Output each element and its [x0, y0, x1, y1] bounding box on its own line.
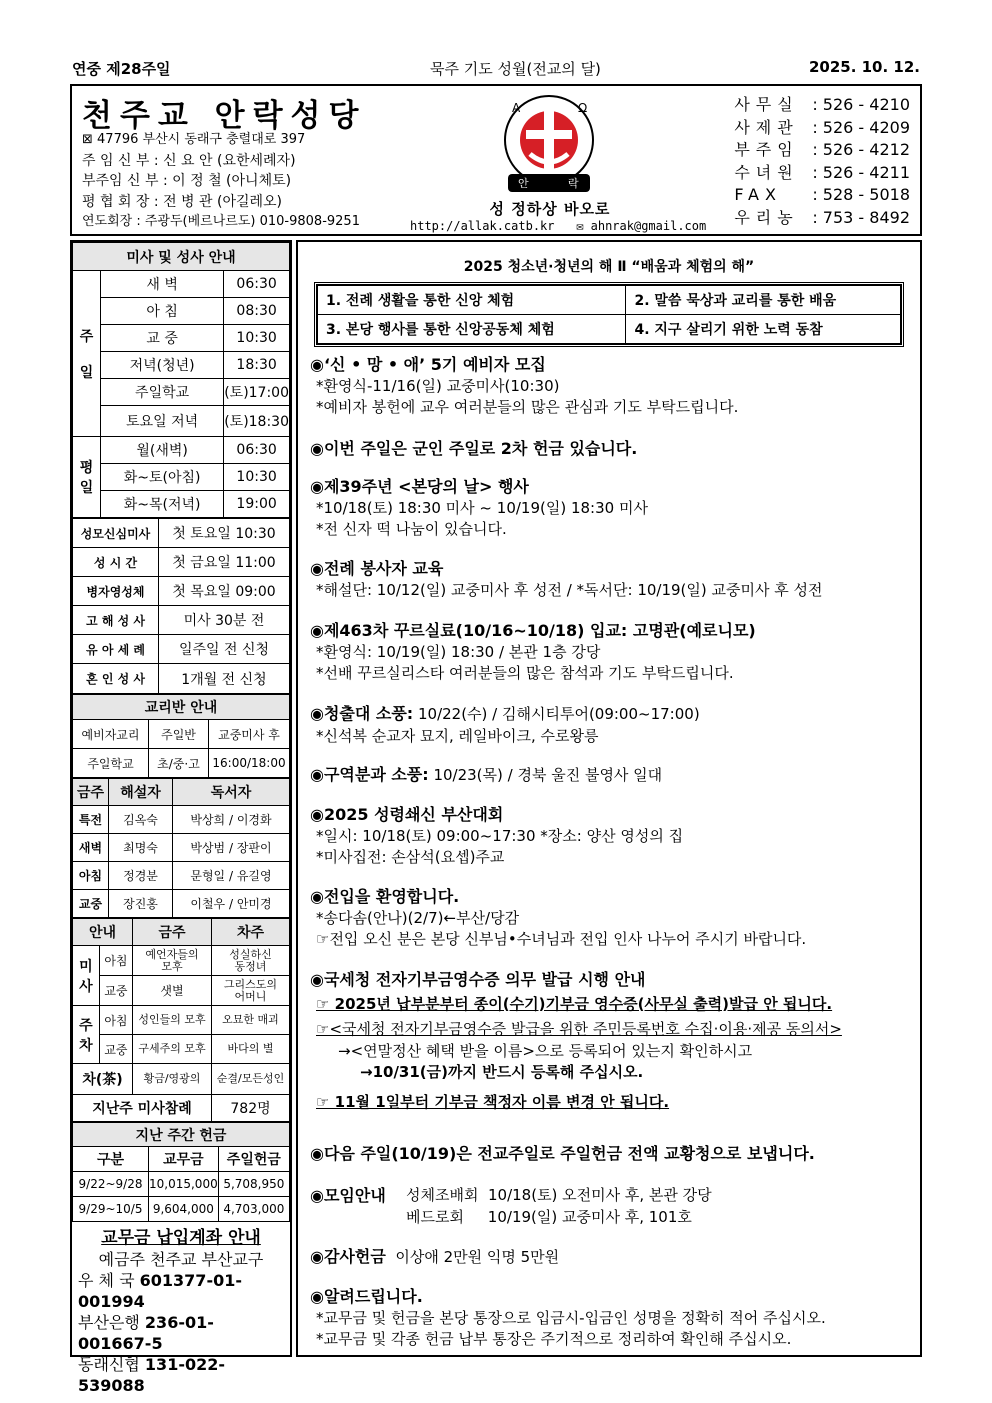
contact-number: : 526 - 4210	[812, 95, 910, 114]
service-mass: 교중	[99, 976, 132, 1006]
catechism-title: 교리반 안내	[73, 695, 290, 720]
offering-dues: 10,015,000	[149, 1172, 219, 1197]
account-holder: 예금주 천주교 부산교구	[98, 1250, 264, 1269]
notice-announcements	[310, 1286, 910, 1351]
contact-label: FAX	[734, 185, 782, 205]
contact-list	[734, 94, 910, 230]
notice-mission-sunday	[310, 1143, 910, 1165]
notice-title: ◉국세청 전자기부금영수증 의무 발급 시행 안내	[310, 970, 646, 989]
mass-time: (토)17:00	[224, 379, 290, 406]
weekday-label: 평 일	[73, 437, 101, 518]
readers-header: 해설자	[109, 779, 173, 806]
sacrament-time: 첫 토요일 10:30	[159, 519, 290, 548]
notice-line: *전 신자 떡 나눔이 있습니다.	[316, 520, 507, 538]
mass-name: 주일학교	[101, 379, 224, 406]
mass-time: 06:30	[224, 437, 290, 464]
mass-name: 월(새벽)	[101, 437, 224, 464]
notice-line: *신석복 순교자 묘지, 레일바이크, 수로왕릉	[316, 726, 599, 745]
notice-line: *선배 꾸르실리스타 여러분들의 많은 참석과 기도 부탁드립니다.	[316, 664, 734, 682]
catechism-group: 초/중·고	[149, 749, 209, 778]
mass-schedule-title: 미사 및 성사 안내	[73, 243, 290, 271]
sacrament-name: 혼 인 성 사	[73, 664, 159, 694]
bank-account: 236-01-001667-5	[78, 1313, 214, 1353]
main-content	[296, 240, 922, 1357]
sacrament-table	[72, 518, 290, 694]
parish-info	[82, 130, 360, 233]
sacrament-name: 성모신심미사	[73, 519, 159, 548]
notice-military-sunday	[310, 438, 910, 460]
pastor: 주 임 신 부 : 신 요 안 (요한세례자)	[82, 152, 296, 169]
contact-label: 수녀원	[734, 162, 799, 182]
web-links	[410, 219, 706, 233]
service-header: 안내	[73, 919, 133, 946]
contact-number: : 753 - 8492	[812, 207, 910, 227]
contact-row	[734, 162, 910, 185]
readers-table	[72, 778, 290, 918]
contact-number: : 528 - 5018	[812, 185, 910, 205]
goal-item: 3. 본당 행사를 통한 신앙공동체 체험	[318, 315, 626, 344]
commentator: 장진홍	[109, 890, 173, 918]
goal-item: 1. 전례 생활을 통한 신앙 체험	[318, 286, 626, 315]
bank-name: 부산은행	[78, 1313, 140, 1332]
goal-item: 2. 말씀 묵상과 교리를 통한 배움	[626, 286, 901, 315]
notice-title: ◉이번 주일은 군인 주일로 2차 헌금 있습니다.	[310, 439, 638, 458]
notice-title: ◉구역분과 소풍:	[310, 765, 429, 784]
notice-title: ◉제463차 꾸르실료(10/16~10/18) 입교: 고명관(예로니모)	[310, 621, 756, 640]
next-week: 그리스도의 어머니	[212, 976, 290, 1006]
offering-header: 교무금	[149, 1147, 219, 1172]
this-week: 성인들의 모후	[133, 1006, 212, 1035]
sacrament-time: 1개월 전 신청	[159, 664, 290, 694]
sacrament-name: 병자영성체	[73, 577, 159, 606]
bank-name: 우 체 국	[78, 1271, 135, 1290]
sacrament-time: 미사 30분 전	[159, 606, 290, 635]
contact-label: 부주임	[734, 140, 799, 160]
contact-row	[734, 184, 910, 207]
sacrament-name: 유 아 세 례	[73, 635, 159, 664]
bank-account: 601377-01-001994	[78, 1271, 242, 1311]
mass-schedule-table	[72, 242, 290, 518]
notice-line: *일시: 10/18(토) 09:00~17:30 *장소: 양산 영성의 집	[316, 826, 684, 845]
this-week: 예언자들의 모후	[133, 946, 212, 976]
readers-mass: 특전	[73, 806, 109, 834]
attendance-label: 지난주 미사참례	[73, 1095, 212, 1122]
notice-title: ◉모임안내	[310, 1186, 386, 1205]
notice-line: ☞ 2025년 납부분부터 종이(수기)기부금 영수증(사무실 출력)발급 안 됩니다.	[316, 994, 833, 1013]
catechism-time: 16:00/18:00	[209, 749, 290, 778]
readers-mass: 아침	[73, 862, 109, 890]
notice-youth-outing	[310, 703, 910, 747]
contact-number: : 526 - 4212	[812, 140, 910, 160]
misa-label: 미 사	[73, 946, 100, 1006]
contact-row	[734, 207, 910, 230]
sunday-label: 주 일	[73, 271, 101, 437]
assistant-pastor: 부주임 신 부 : 이 정 철 (아니체토)	[82, 173, 292, 189]
month-theme: 묵주 기도 성월(전교의 달)	[430, 60, 601, 78]
bank-row	[78, 1312, 284, 1354]
lectors: 박상범 / 장판이	[173, 834, 290, 862]
readers-mass: 새벽	[73, 834, 109, 862]
notice-title: ◉전례 봉사자 교육	[310, 559, 444, 578]
service-header: 금주	[133, 919, 212, 946]
logo-omega: Ω	[578, 101, 588, 115]
contact-label: 사제관	[734, 117, 799, 137]
mass-name: 화~토(아침)	[101, 464, 224, 491]
logo-text-left: 안	[518, 177, 529, 190]
service-header: 차주	[212, 919, 290, 946]
notice-line: ☞ 11월 1일부터 기부금 책정자 이름 변경 안 됩니다.	[316, 1092, 670, 1111]
notice-donation-receipt	[310, 969, 910, 1113]
notice-value: 10/22(수) / 김해시티투어(09:00~17:00)	[413, 705, 700, 723]
contact-number: : 526 - 4211	[812, 162, 910, 182]
catechism-time: 교중미사 후	[209, 720, 290, 749]
mass-name: 저녁(청년)	[101, 352, 224, 379]
offering-sunday: 5,708,950	[218, 1172, 289, 1197]
notice-title: ◉‘신 • 망 • 애’ 5기 예비자 모집	[310, 355, 546, 374]
logo-alpha: A	[512, 101, 521, 115]
notice-line: 이상애 2만원 익명 5만원	[385, 1248, 560, 1266]
mass-name: 아 침	[101, 298, 224, 325]
notice-liturgy-training	[310, 558, 910, 601]
notice-line: *환영식-11/16(일) 교중미사(10:30)	[316, 376, 560, 395]
sacrament-name: 고 해 성 사	[73, 606, 159, 635]
notice-line: *미사집전: 손삼석(요셉)주교	[316, 848, 505, 866]
account-info	[72, 1222, 290, 1402]
mass-name: 새 벽	[101, 271, 224, 298]
notice-title: ◉청출대 소풍:	[310, 704, 414, 723]
contact-row	[734, 139, 910, 162]
council-president: 평 협 회 장 : 전 병 관 (아길레오)	[82, 193, 283, 210]
mass-time: 06:30	[224, 271, 290, 298]
catechism-class: 예비자교리	[73, 720, 149, 749]
parking-label: 주 차	[73, 1006, 100, 1064]
service-mass: 아침	[99, 1006, 132, 1035]
notice-line: →<연말정산 혜택 받을 이름>으로 등록되어 있는지 확인하시고	[338, 1041, 753, 1060]
liturgical-week: 연중 제28주일	[72, 60, 171, 78]
notice-catechumen	[310, 354, 910, 419]
service-table	[72, 918, 290, 1122]
offering-sunday: 4,703,000	[218, 1197, 289, 1222]
bulletin-date: 2025. 10. 12.	[808, 58, 920, 76]
next-week: 바다의 별	[212, 1035, 290, 1064]
notice-line: *환영식: 10/19(일) 18:30 / 본관 1층 강당	[316, 642, 601, 661]
notice-line: *해설단: 10/12(일) 교중미사 후 성전 / *독서단: 10/19(일) 교중미사 후 성전	[316, 580, 823, 599]
sacrament-time: 일주일 전 신청	[159, 635, 290, 664]
year-theme: 2025 청소년·청년의 해 Ⅱ “배움과 체험의 해”	[463, 259, 755, 275]
offering-week: 9/29~10/5	[73, 1197, 149, 1222]
notice-line: *송다솜(안나)(2/7)←부산/당감	[316, 908, 520, 927]
memorial-leader: 연도회장 : 주광두(베르나르도) 010-9808-9251	[82, 214, 360, 229]
offering-table	[72, 1122, 290, 1222]
mass-time: 08:30	[224, 298, 290, 325]
mass-name: 토요일 저녁	[101, 406, 224, 437]
this-week: 구세주의 모후	[133, 1035, 212, 1064]
notice-line: ☞전입 오신 분은 본당 신부님•수녀님과 전입 인사 나누어 주시기 바랍니다.	[316, 930, 807, 948]
pastoral-goals	[314, 282, 904, 347]
notice-value: 10/23(목) / 경북 울진 불영사 일대	[428, 766, 663, 784]
notice-line: 성체조배회 10/18(토) 오전미사 후, 본관 강당	[406, 1186, 712, 1204]
mass-time: 10:30	[224, 325, 290, 352]
contact-row	[734, 94, 910, 117]
notice-title: ◉2025 성령쇄신 부산대회	[310, 805, 504, 824]
notice-line: *교무금 및 각종 헌금 납부 통장은 주기적으로 정리하여 확인해 주십시오.	[316, 1330, 792, 1348]
notice-thanks-offering	[310, 1246, 910, 1269]
notice-title: ◉다음 주일(10/19)은 전교주일로 주일헌금 전액 교황청으로 보냅니다.	[310, 1144, 815, 1163]
sidebar	[70, 240, 292, 1395]
notice-title: ◉감사헌금	[310, 1247, 386, 1266]
notice-line: →10/31(금)까지 반드시 등록해 주십시오.	[360, 1063, 644, 1081]
account-title: 교무금 납입계좌 안내	[101, 1228, 261, 1248]
offering-week: 9/22~9/28	[73, 1172, 149, 1197]
notice-parish-day	[310, 476, 910, 541]
sacrament-time: 첫 목요일 09:00	[159, 577, 290, 606]
contact-number: : 526 - 4209	[812, 117, 910, 137]
readers-header: 독서자	[173, 779, 290, 806]
sacrament-time: 첫 금요일 11:00	[159, 548, 290, 577]
contact-label: 우리농	[734, 207, 799, 227]
readers-header: 금주	[73, 779, 109, 806]
notice-welcome	[310, 886, 910, 951]
commentator: 정경분	[109, 862, 173, 890]
contact-label: 사무실	[734, 95, 799, 114]
service-mass: 아침	[99, 946, 132, 976]
mass-time: 18:30	[224, 352, 290, 379]
logo-text-right: 락	[568, 177, 579, 190]
notice-title: ◉전입을 환영합니다.	[310, 887, 460, 906]
notice-district-outing	[310, 764, 910, 787]
mass-name: 교 중	[101, 325, 224, 352]
offering-title: 지난 주간 헌금	[73, 1123, 290, 1147]
catechism-group: 주일반	[149, 720, 209, 749]
notice-line: *10/18(토) 18:30 미사 ~ 10/19(일) 18:30 미사	[316, 498, 648, 517]
sacrament-name: 성 시 간	[73, 548, 159, 577]
tea-label: 차(茶)	[73, 1064, 133, 1095]
notice-title: ◉제39주년 <본당의 날> 행사	[310, 477, 529, 496]
catechism-table	[72, 694, 290, 778]
contact-row	[734, 117, 910, 140]
notice-line: *예비자 봉헌에 교우 여러분들의 많은 관심과 기도 부탁드립니다.	[316, 398, 739, 416]
service-mass: 교중	[99, 1035, 132, 1064]
lectors: 박상희 / 이경화	[173, 806, 290, 834]
commentator: 김옥숙	[109, 806, 173, 834]
offering-header: 구분	[73, 1147, 149, 1172]
goal-item: 4. 지구 살리기 위한 노력 동참	[626, 315, 901, 344]
website-link[interactable]: http://allak.catb.kr	[410, 219, 555, 233]
bank-name: 동래신협	[78, 1355, 140, 1374]
notice-renewal-convention	[310, 804, 910, 869]
notice-title: ◉알려드립니다.	[310, 1287, 423, 1306]
mass-time: 10:30	[224, 464, 290, 491]
next-week: 오묘한 매괴	[212, 1006, 290, 1035]
header	[70, 84, 922, 236]
offering-header: 주일헌금	[218, 1147, 289, 1172]
address: ⊠ 47796 부산시 동래구 충렬대로 397	[82, 132, 306, 147]
tea-next-week: 순결/모든성인	[212, 1064, 290, 1095]
parish-title: 천주교 안락성당	[82, 98, 367, 134]
email-link[interactable]: ✉ ahnrak@gmail.com	[576, 219, 707, 233]
mass-time: 19:00	[224, 491, 290, 518]
next-week: 성실하신 동정녀	[212, 946, 290, 976]
top-bar	[72, 58, 920, 82]
bank-row	[78, 1270, 284, 1312]
patron-saint: 성 정하상 바오로	[489, 200, 611, 218]
this-week: 샛별	[133, 976, 212, 1006]
mass-name: 화~목(저녁)	[101, 491, 224, 518]
notice-meetings	[310, 1185, 910, 1228]
notice-cursillo	[310, 620, 910, 685]
readers-mass: 교중	[73, 890, 109, 918]
notice-line: ☞<국세청 전자기부금영수증 발급을 위한 주민등록번호 수집·이용·제공 동의서>	[316, 1020, 842, 1038]
lectors: 이철우 / 안미경	[173, 890, 290, 918]
parish-logo-icon	[490, 92, 608, 200]
notice-line: 베드로회 10/19(일) 교중미사 후, 101호	[406, 1207, 692, 1226]
lectors: 문형일 / 유길영	[173, 862, 290, 890]
commentator: 최명숙	[109, 834, 173, 862]
offering-dues: 9,604,000	[149, 1197, 219, 1222]
notice-line: *교무금 및 헌금을 본당 통장으로 입금시-입금인 성명을 정확히 적어 주십시오.	[316, 1308, 826, 1327]
tea-this-week: 황금/영광의	[133, 1064, 212, 1095]
mass-time: (토)18:30	[224, 406, 290, 437]
catechism-class: 주일학교	[73, 749, 149, 778]
bank-row	[78, 1354, 284, 1396]
attendance-value: 782명	[212, 1095, 290, 1122]
bank-account: 131-022-539088	[78, 1355, 225, 1395]
